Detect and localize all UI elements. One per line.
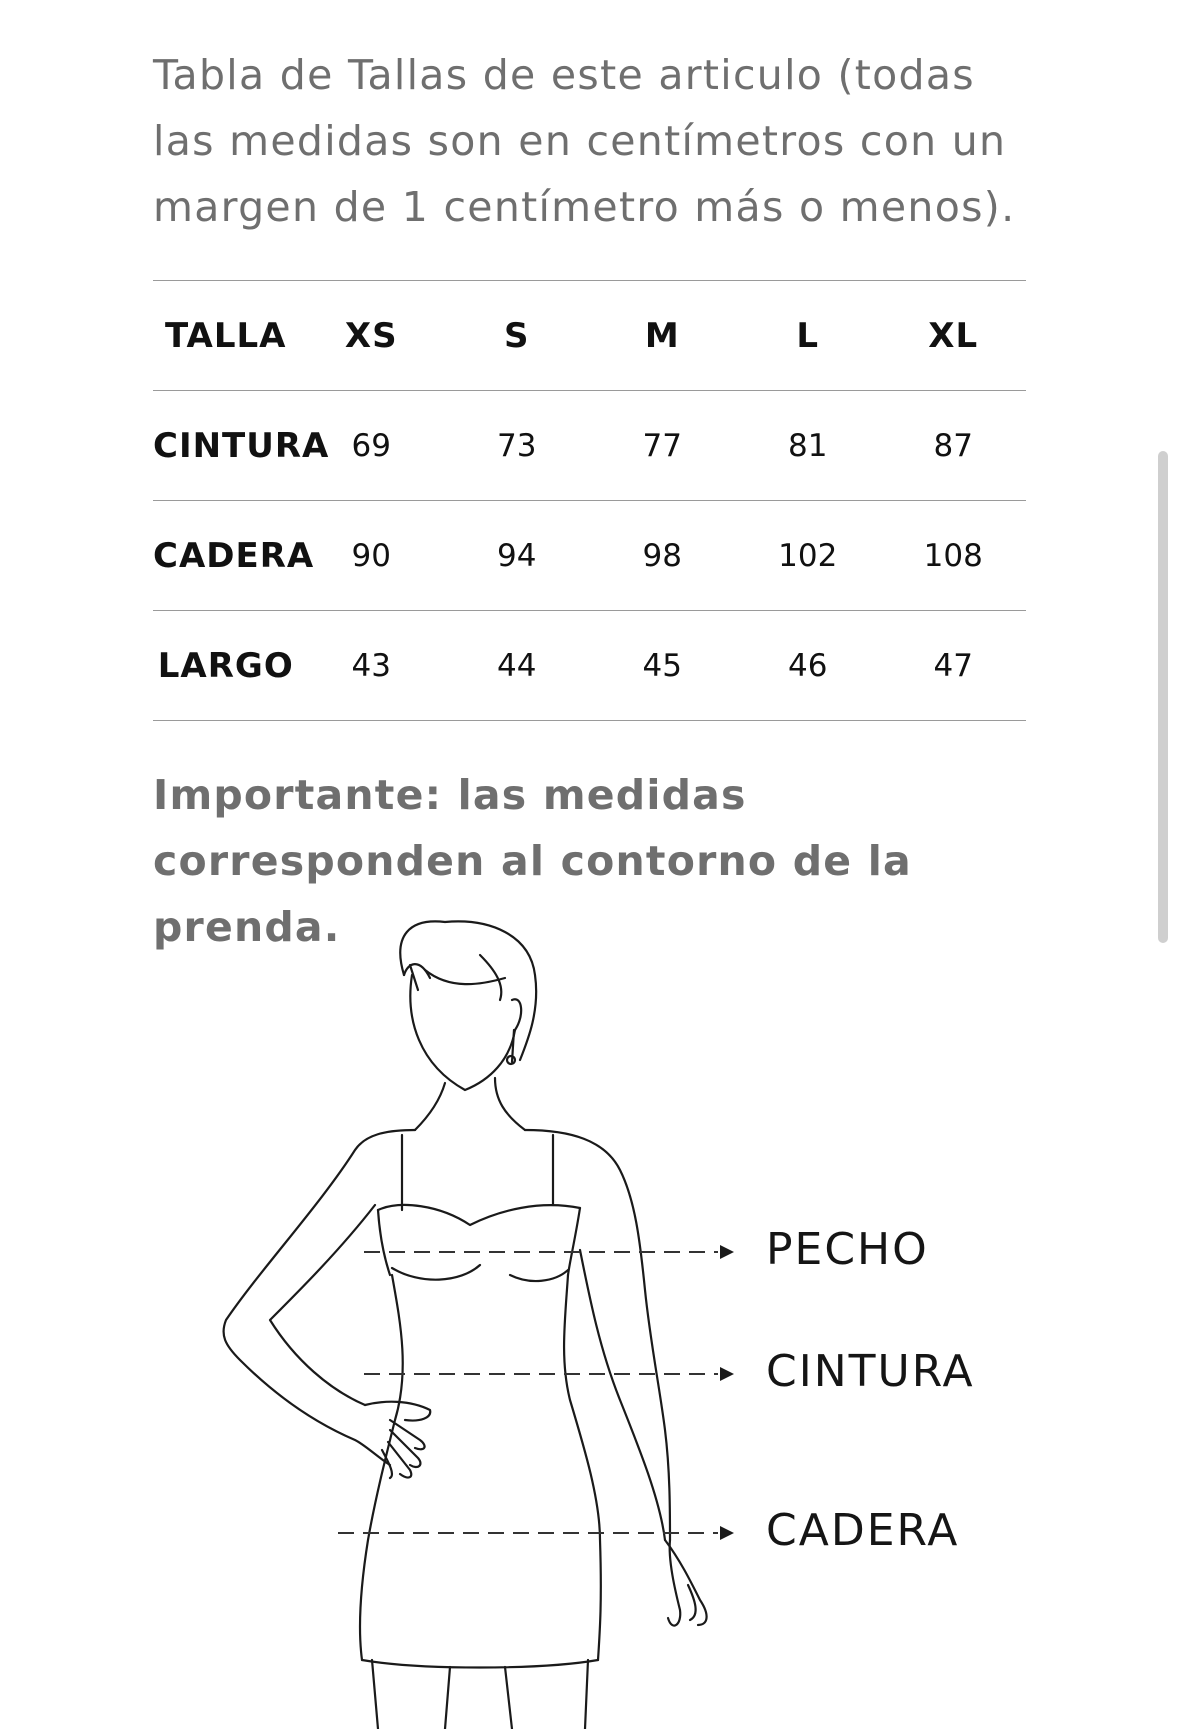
cintura-label: CINTURA (766, 1346, 975, 1397)
table-cell: 46 (788, 647, 828, 684)
table-cell: 73 (497, 427, 537, 464)
table-cell: 47 (933, 647, 973, 684)
table-cell: 108 (923, 537, 983, 574)
cintura-arrow-icon (720, 1367, 734, 1381)
table-header-cell: XS (344, 315, 398, 356)
table-header-cell: S (504, 315, 530, 356)
cadera-arrow-icon (720, 1526, 734, 1540)
pecho-label: PECHO (766, 1224, 929, 1275)
table-cell: 90 (351, 537, 391, 574)
table-cell: 87 (933, 427, 973, 464)
table-cell: 81 (788, 427, 828, 464)
row-label: CADERA (153, 535, 315, 576)
table-cell: 43 (351, 647, 391, 684)
table-header-cell: M (644, 315, 680, 356)
row-label: LARGO (157, 645, 294, 686)
table-cell: 44 (497, 647, 537, 684)
table-header-cell: XL (928, 315, 979, 356)
table-cell: 94 (497, 537, 537, 574)
table-cell: 102 (778, 537, 838, 574)
cadera-label: CADERA (766, 1505, 960, 1556)
table-cell: 45 (642, 647, 682, 684)
table-cell: 98 (642, 537, 682, 574)
table-cell: 77 (642, 427, 682, 464)
important-note: Importante: las medidas corresponden al contorno de la prenda. (153, 771, 912, 951)
row-label: CINTURA (153, 425, 330, 466)
scrollbar[interactable] (1158, 451, 1168, 943)
pecho-arrow-icon (720, 1245, 734, 1259)
table-cell: 69 (351, 427, 391, 464)
table-header-cell: L (796, 315, 820, 356)
intro-text: Tabla de Tallas de este articulo (todas las medidas son en centímetros con un margen de 1 centímetro más o menos). (153, 51, 1016, 231)
table-header-cell: TALLA (164, 315, 287, 356)
